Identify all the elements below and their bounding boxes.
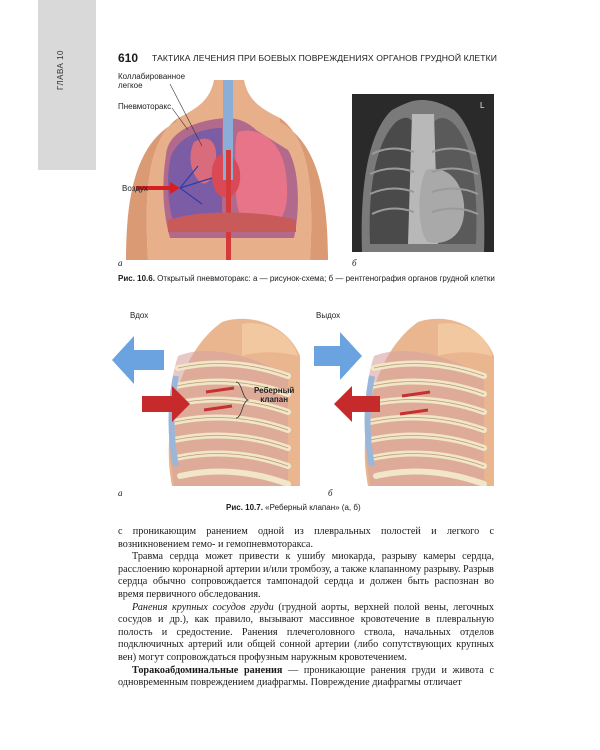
running-head: ТАКТИКА ЛЕЧЕНИЯ ПРИ БОЕВЫХ ПОВРЕЖДЕНИЯХ ОРГАНОВ ГРУДНОЙ КЛЕТКИ [152,53,497,63]
fig106-letter-b: б [352,258,357,268]
label-inhale: Вдох [130,311,149,320]
xray-marker: L [480,101,485,110]
fig106-caption-text: Открытый пневмоторакс: а — рисунок-схема; б — рентгенография органов грудной клетки [154,274,495,283]
label-collapsed-lung: Коллабированное легкое [118,72,186,90]
rib-valve-exhale-illustration [314,316,494,486]
paragraph-4 [118,665,494,690]
fig106-caption [118,274,495,283]
paragraph-3-term: Ранения крупных сосудов груди [132,601,274,613]
fig106-caption-number: Рис. 10.6. [118,274,155,283]
chapter-tab-label: ГЛАВА 10 [56,50,65,90]
fig106-letter-a: а [118,258,123,268]
chapter-side-tab [38,0,96,170]
paragraph-3 [118,602,494,665]
label-pneumothorax: Пневмоторакс [118,102,172,111]
paragraph-1: с проникающим ранением одной из плевральных полостей и легкого с возникновением гемо- и гемопневмоторакса. [118,526,494,550]
chest-schematic-illustration [118,70,336,260]
chest-xray-image [352,94,494,252]
page-number: 610 [118,51,139,65]
fig107-letter-a: а [118,488,123,498]
fig107-caption-number: Рис. 10.7. [226,503,263,512]
body-text [118,526,494,690]
paragraph-2: Травма сердца может привести к ушибу миокарда, разрыву камеры сердца, расслоению коронарной артерии и/или тромбозу, а также клапанному разрыву. Разрыв сердца обычно сопровождается тампонадой сердца и должен быть распознан во время первичного обследования. [118,551,494,600]
paragraph-4-text: — проникающие ранения груди и живота с одновременным повреждением диафрагмы. Повреждение диафрагмы отличает [118,664,494,689]
paragraph-3-text: (грудной аорты, верхней полой вены, легочных сосудов и др.), как правило, вызывают массивное кровотечение в плевральную полость и средостение. Ранения плечеголовного ствола, начальных отделов подключичных артерий или общей сонной артерии (либо сопутствующих крупных вен) могут сопровождаться профузным наружным кровотечением. [118,601,494,663]
fig107-caption-text: «Реберный клапан» (а, б) [262,503,361,512]
label-rib-valve: Реберный клапан [254,386,295,404]
fig107-caption [226,503,361,512]
fig107-letter-b: б [328,488,333,498]
label-exhale: Выдох [316,311,341,320]
paragraph-4-term: Торакоабдоминальные ранения [132,664,283,676]
label-air: Воздух [122,184,148,193]
